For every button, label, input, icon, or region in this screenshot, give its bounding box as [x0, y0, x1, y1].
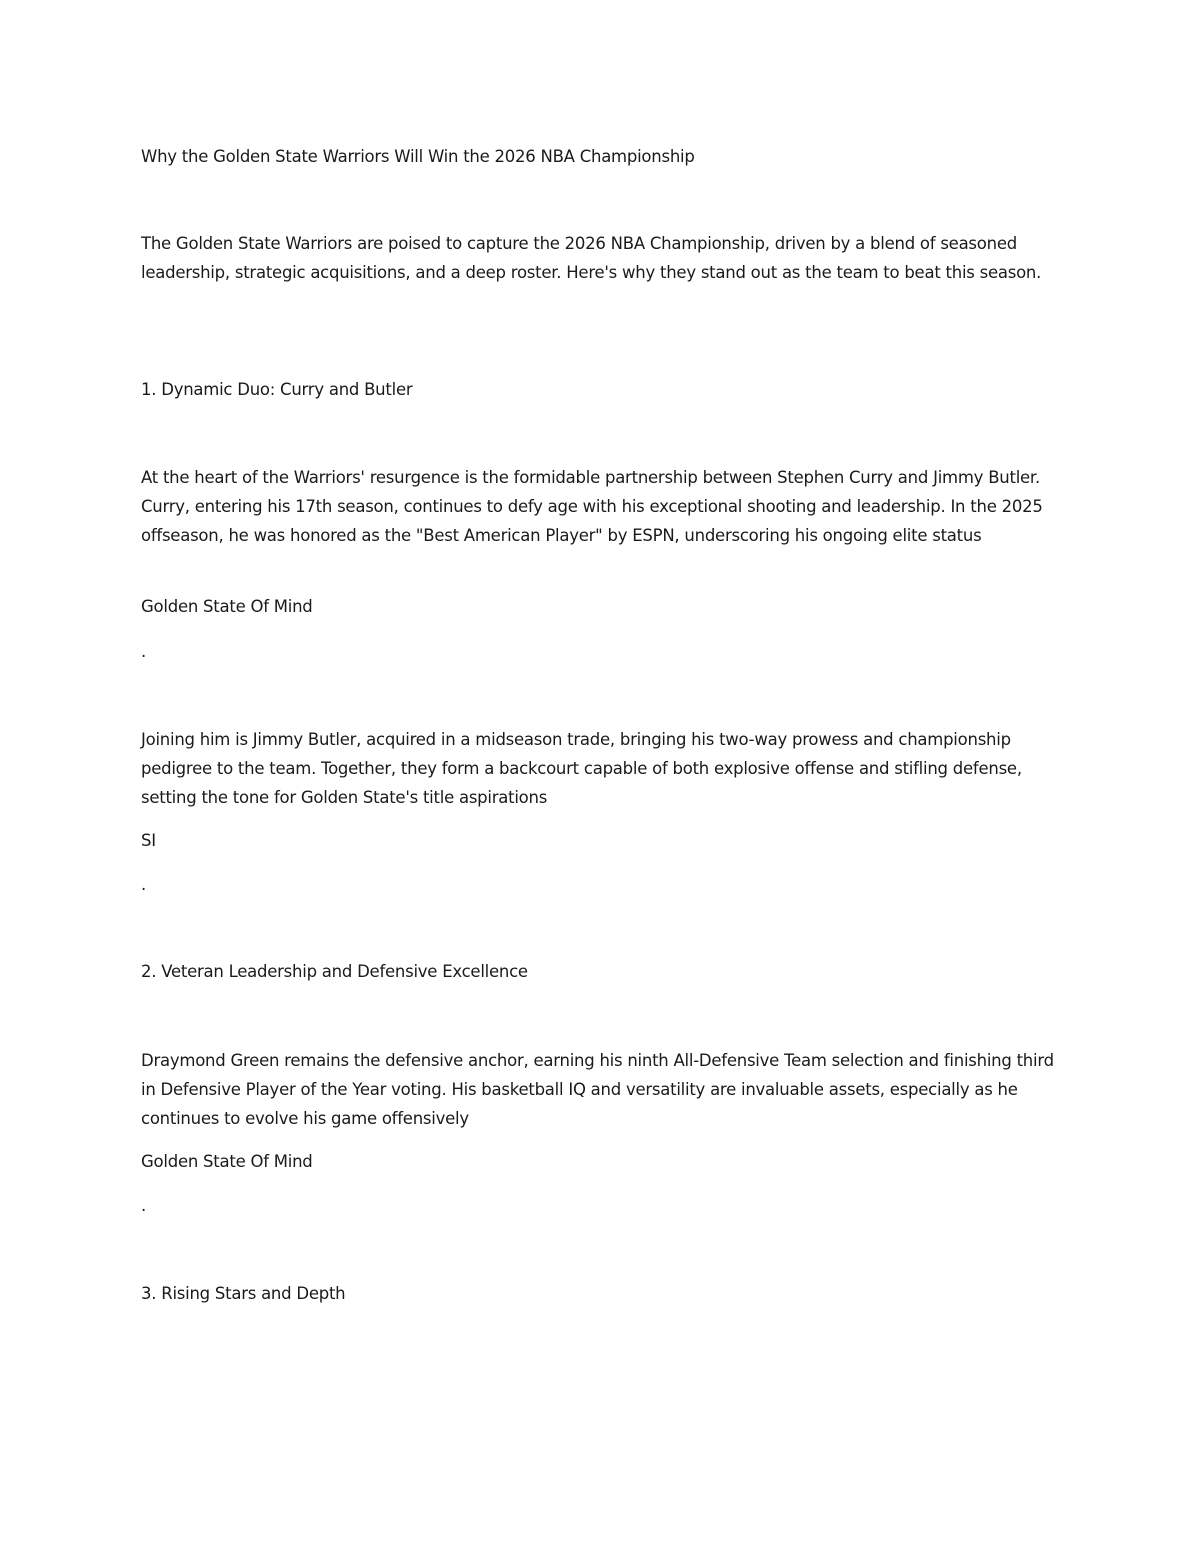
section-1-paragraph-2: Joining him is Jimmy Butler, acquired in a midseason trade, bringing his two-way prowess and championship pedigree to the team. Together, they form a backcourt capable of both explosive offense and stifling defense, setting the tone for Golden State's title aspirations — [141, 730, 1022, 807]
section-1-paragraph-1: At the heart of the Warriors' resurgence is the formidable partnership between Stephen Curry and Jimmy Butler. Curry, entering his 17th season, continues to defy age with his exceptional shooting and leadership. In the 2025 offseason, he was honored as the "Best American Player" by ESPN, underscoring his ongoing elite status — [141, 468, 1043, 545]
section-2-dot-1: . — [141, 1196, 146, 1215]
section-2-paragraph-1: Draymond Green remains the defensive anchor, earning his ninth All-Defensive Team selection and finishing third in Defensive Player of the Year voting. His basketball IQ and versatility are invaluable assets, especially as he continues to evolve his game offensively — [141, 1051, 1054, 1128]
section-2-heading: 2. Veteran Leadership and Defensive Excellence — [141, 962, 528, 981]
section-1-dot-1: . — [141, 642, 146, 661]
section-2-source-1: Golden State Of Mind — [141, 1152, 313, 1171]
section-1-heading: 1. Dynamic Duo: Curry and Butler — [141, 380, 413, 399]
section-1-source-1: Golden State Of Mind — [141, 597, 313, 616]
section-1-source-2: SI — [141, 831, 156, 850]
document-title: Why the Golden State Warriors Will Win the 2026 NBA Championship — [141, 147, 695, 166]
section-3-heading: 3. Rising Stars and Depth — [141, 1284, 346, 1303]
section-1-dot-2: . — [141, 875, 146, 894]
intro-paragraph: The Golden State Warriors are poised to capture the 2026 NBA Championship, driven by a blend of seasoned leadership, strategic acquisitions, and a deep roster. Here's why they stand out as the team to beat this season. — [141, 234, 1042, 282]
